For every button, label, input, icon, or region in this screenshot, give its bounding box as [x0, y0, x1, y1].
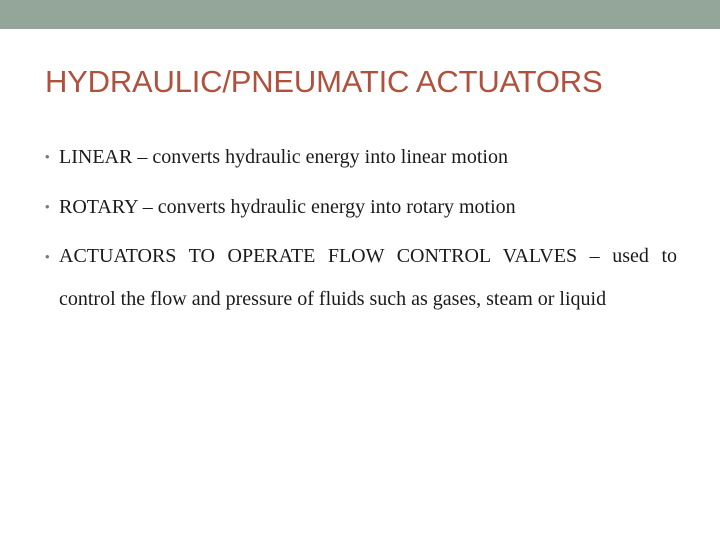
bullet-marker: • [45, 149, 50, 164]
top-accent-bar [0, 0, 720, 29]
bullet-item-flow-control-valves [45, 235, 677, 321]
bullet-marker: • [45, 249, 50, 264]
bullet-item-rotary [45, 188, 677, 226]
bullet-list [45, 138, 677, 321]
bullet-item-linear [45, 138, 677, 176]
bullet-marker: • [45, 199, 50, 214]
slide-title: HYDRAULIC/PNEUMATIC ACTUATORS [45, 64, 603, 99]
bullet-text: ROTARY – converts hydraulic energy into rotary motion [59, 196, 516, 218]
bullet-text: ACTUATORS TO OPERATE FLOW CONTROL VALVES – used to control the flow and pressure of fluids such as gases, steam or liquid [59, 245, 677, 310]
bullet-text: LINEAR – converts hydraulic energy into linear motion [59, 146, 508, 168]
